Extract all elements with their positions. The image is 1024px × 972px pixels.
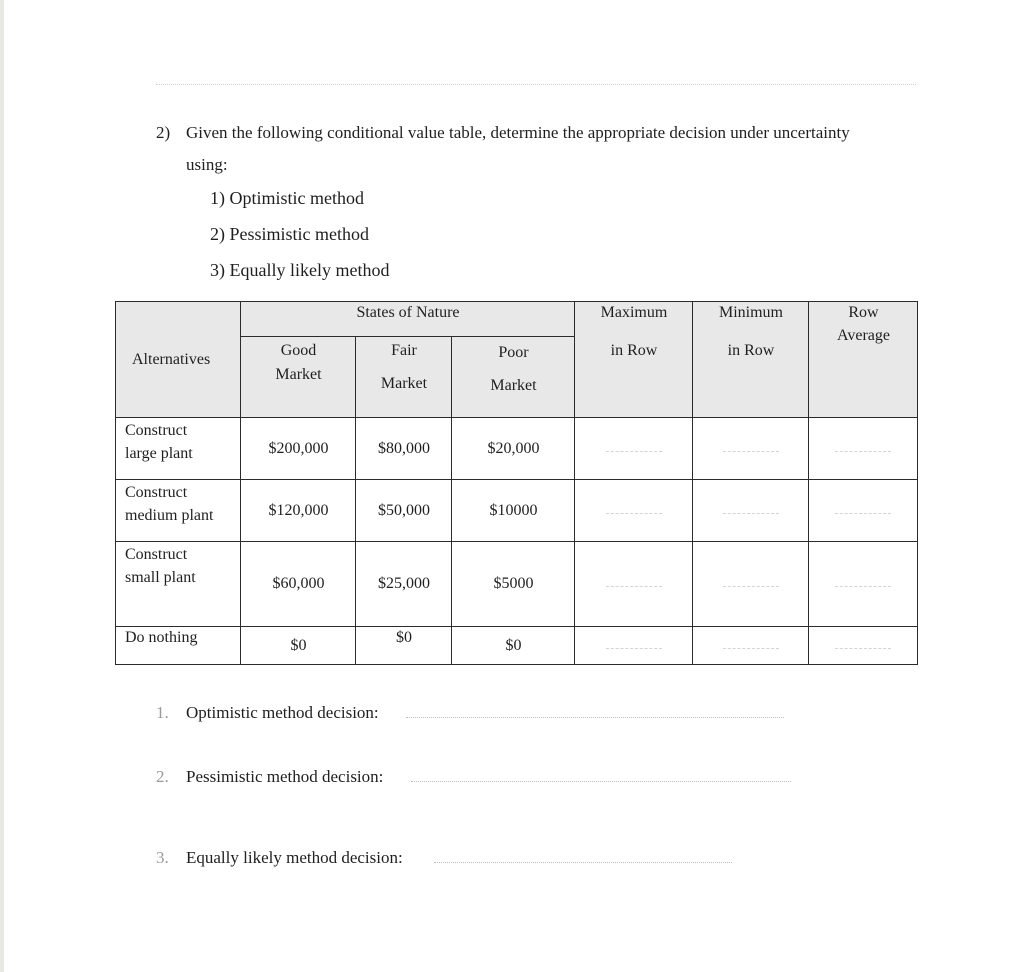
- state-header-line2: Market: [490, 377, 537, 394]
- alternative-label-line1: Construct: [125, 484, 188, 501]
- value-text: $120,000: [268, 502, 329, 519]
- blank-line: [606, 586, 662, 587]
- avg-answer-cell[interactable]: [809, 627, 918, 665]
- blank-line: [723, 648, 779, 649]
- method-item: 1) Optimistic method: [210, 188, 364, 208]
- min-header-line2: in Row: [727, 342, 775, 359]
- min-header-cell: [693, 301, 809, 418]
- answer-label: Optimistic method decision:: [186, 703, 379, 722]
- alternative-label-line2: large plant: [125, 445, 193, 462]
- conditional-value-table: [115, 301, 918, 665]
- answer-label: Pessimistic method decision:: [186, 767, 384, 786]
- answer-fill-line[interactable]: [406, 717, 784, 718]
- question-text: Given the following conditional value table, determine the appropriate decision under uncertainty: [186, 123, 850, 142]
- value-cell: [241, 627, 356, 665]
- max-answer-cell[interactable]: [575, 418, 693, 480]
- value-text: $20,000: [487, 440, 540, 457]
- answer-number: 1.: [156, 703, 169, 722]
- alternative-cell: [115, 627, 241, 665]
- blank-line: [835, 451, 891, 452]
- blank-line: [723, 586, 779, 587]
- method-item: 3) Equally likely method: [210, 260, 390, 280]
- method-list: [210, 180, 389, 288]
- min-answer-cell[interactable]: [693, 542, 809, 627]
- state-header-line1: Poor: [498, 344, 529, 361]
- states-header-cell: [241, 301, 575, 337]
- value-text: $60,000: [272, 575, 325, 592]
- max-header-line2: in Row: [610, 342, 658, 359]
- poor-market-header-cell: [452, 337, 575, 418]
- max-answer-cell[interactable]: [575, 627, 693, 665]
- answer-label: Equally likely method decision:: [186, 848, 403, 867]
- answer-number: 2.: [156, 767, 169, 786]
- min-header-line1: Minimum: [718, 304, 783, 321]
- value-text: $0: [290, 637, 307, 654]
- state-header-line2: Market: [275, 366, 322, 383]
- value-cell: [356, 418, 452, 480]
- value-text: $10000: [489, 502, 538, 519]
- value-text: $5000: [493, 575, 534, 592]
- blank-line: [835, 586, 891, 587]
- alternatives-header-cell: [115, 301, 241, 418]
- value-cell: [452, 418, 575, 480]
- min-answer-cell[interactable]: [693, 627, 809, 665]
- question-number: 2): [156, 123, 171, 142]
- avg-header-cell: [809, 301, 918, 418]
- dotted-separator: [156, 84, 916, 85]
- blank-line: [835, 513, 891, 514]
- value-cell: [241, 480, 356, 542]
- avg-answer-cell[interactable]: [809, 480, 918, 542]
- value-cell: [356, 542, 452, 627]
- value-cell: [241, 418, 356, 480]
- fair-market-header-cell: [356, 337, 452, 418]
- max-header-cell: [575, 301, 693, 418]
- value-text: $50,000: [378, 502, 430, 519]
- value-cell: [452, 627, 575, 665]
- alternative-cell: [115, 480, 241, 542]
- max-header-line1: Maximum: [600, 304, 668, 321]
- value-text: $25,000: [378, 575, 430, 592]
- page-edge: [0, 0, 4, 972]
- answer-fill-line[interactable]: [434, 862, 732, 863]
- alternative-cell: [115, 418, 241, 480]
- answer-number: 3.: [156, 848, 169, 867]
- good-market-header-cell: [241, 337, 356, 418]
- value-cell: [452, 542, 575, 627]
- alternative-label-line2: small plant: [125, 569, 196, 586]
- avg-answer-cell[interactable]: [809, 418, 918, 480]
- value-cell: [356, 480, 452, 542]
- alternative-label-line2: medium plant: [125, 507, 214, 524]
- value-text: $0: [505, 637, 522, 654]
- state-header-line2: Market: [380, 375, 428, 392]
- avg-header-line1: Row: [848, 304, 879, 321]
- state-header-line1: Fair: [391, 342, 417, 359]
- max-answer-cell[interactable]: [575, 480, 693, 542]
- value-cell: [241, 542, 356, 627]
- value-text: $0: [396, 629, 412, 646]
- method-item: 2) Pessimistic method: [210, 224, 369, 244]
- question-using: using:: [186, 155, 228, 174]
- max-answer-cell[interactable]: [575, 542, 693, 627]
- alternative-label-line1: Construct: [125, 422, 188, 439]
- blank-line: [606, 648, 662, 649]
- state-header-line1: Good: [280, 342, 317, 359]
- alternative-cell: [115, 542, 241, 627]
- avg-header-line2: Average: [837, 327, 890, 344]
- blank-line: [606, 451, 662, 452]
- value-cell: [452, 480, 575, 542]
- value-cell: [356, 627, 452, 665]
- states-header: States of Nature: [356, 304, 460, 321]
- value-text: $200,000: [268, 440, 329, 457]
- alternative-label-line1: Construct: [125, 546, 188, 563]
- value-text: $80,000: [378, 440, 430, 457]
- avg-answer-cell[interactable]: [809, 542, 918, 627]
- min-answer-cell[interactable]: [693, 480, 809, 542]
- blank-line: [723, 451, 779, 452]
- min-answer-cell[interactable]: [693, 418, 809, 480]
- alternatives-header: Alternatives: [132, 351, 211, 368]
- alternative-label-line1: Do nothing: [125, 629, 198, 646]
- blank-line: [606, 513, 662, 514]
- answer-fill-line[interactable]: [411, 781, 791, 782]
- blank-line: [723, 513, 779, 514]
- blank-line: [835, 648, 891, 649]
